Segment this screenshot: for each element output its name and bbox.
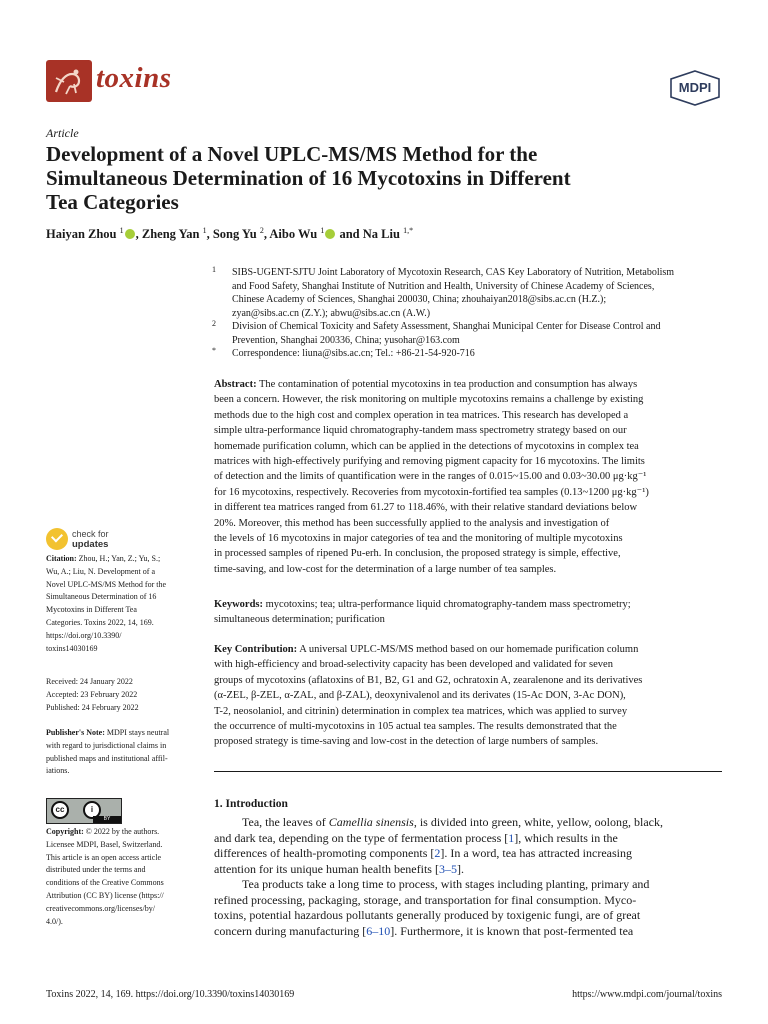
key-contribution-text: with high-efficiency and broad-selectivity capacity has been developed and validated for seven <box>214 659 613 671</box>
species-name: Camellia sinensis <box>328 815 414 829</box>
author-name: Song Yu <box>212 227 257 242</box>
citation-text: Simultaneous Determination of 16 <box>46 592 157 602</box>
intro-line: attention for its unique human health benefits [3–5]. <box>214 861 464 876</box>
affiliation-line: Division of Chemical Toxicity and Safety Assessment, Shanghai Municipal Center for Disease Control and <box>232 321 661 332</box>
keywords-label: Keywords: <box>214 599 263 610</box>
copyright-text: This article is an open access article <box>46 852 162 862</box>
citation-line <box>46 617 198 630</box>
publisher-name: MDPI <box>678 80 712 95</box>
intro-paragraph-2 <box>214 877 649 939</box>
dates <box>46 676 198 714</box>
abstract-line <box>214 562 649 577</box>
intro-paragraph-1 <box>214 815 663 877</box>
intro-line: differences of health-promoting components [2]. In a word, tea has attracted increasing <box>214 846 632 861</box>
check-line-1: check for <box>72 529 109 539</box>
abstract-line <box>214 377 649 392</box>
published-date: Published: 24 February 2022 <box>46 702 139 712</box>
abstract-line <box>214 500 649 515</box>
intro-line: toxins, potential hazardous pollutants generally produced by toxigenic fungi, are of great <box>214 908 641 923</box>
publisher-note-line <box>46 727 198 740</box>
citation-line <box>46 630 198 643</box>
title-line: Tea Categories <box>46 190 179 214</box>
citation-text: Novel UPLC-MS/MS Method for the <box>46 579 166 589</box>
publisher-note-text: MDPI stays neutral <box>106 728 170 737</box>
article-type: Article <box>46 126 79 140</box>
author-name: Na Liu <box>362 227 400 242</box>
intro-line: concern during manufacturing [6–10]. Furthermore, it is known that post-fermented tea <box>214 923 634 938</box>
reference-link[interactable]: 1 <box>508 830 515 845</box>
copyright-text: distributed under the terms and <box>46 865 146 875</box>
check-for-updates-label[interactable] <box>72 529 109 550</box>
cc-icon: cc <box>51 801 69 819</box>
abstract-line <box>214 392 649 407</box>
abstract-text: matrices with high-effectively purifying and removing pigment capacity for 16 mycotoxins. The limits <box>214 456 645 468</box>
abstract-line <box>214 469 649 484</box>
abstract-line <box>214 516 649 531</box>
key-contribution-text: groups of mycotoxins (aflatoxins of B1, B2, G1 and G2, ochratoxin A, zearalenone and its derivatives <box>214 674 643 686</box>
citation-text: Wu, A.; Liu, N. Development of a <box>46 566 155 576</box>
reference-link[interactable]: 3–5 <box>438 861 457 876</box>
intro-line: and dark tea, depending on the type of fermentation process [1], which results in the <box>214 830 618 845</box>
abstract-text: for 16 mycotoxins, respectively. Recoveries from mycotoxin-fortified tea samples (0.13~1200 μg·kg⁻¹) <box>214 486 649 498</box>
keywords-line <box>214 597 631 612</box>
affiliation-mark: 1 <box>212 265 216 274</box>
article-title <box>46 142 736 214</box>
citation-line <box>46 553 198 566</box>
citation-text: Mycotoxins in Different Tea <box>46 605 137 615</box>
keywords-line <box>214 612 631 627</box>
abstract-text: methods due to the high cost and complex operation in tea matrices. This research has developed a <box>214 409 629 421</box>
accepted-date: Accepted: 23 February 2022 <box>46 689 138 699</box>
key-contribution-line <box>214 688 642 703</box>
author-name: Haiyan Zhou <box>46 227 117 242</box>
copyright-line <box>46 839 198 852</box>
key-contribution-line <box>214 704 642 719</box>
abstract-text: 20%. Moreover, this method has been successfully applied to the analysis and investigation of <box>214 517 610 529</box>
citation-line <box>46 579 198 592</box>
publisher-note-text: iations. <box>46 766 70 776</box>
abstract-line <box>214 546 649 561</box>
key-contribution-line <box>214 642 642 657</box>
abstract-text: the levels of 16 mycotoxins in major categories of tea and the monitoring of multiple mycotoxins <box>214 533 623 545</box>
publisher-note-text: with regard to jurisdictional claims in <box>46 740 167 750</box>
key-contribution-label: Key Contribution: <box>214 644 298 655</box>
copyright-label: Copyright: <box>46 827 84 836</box>
citation-line <box>46 566 198 579</box>
abstract-line <box>214 454 649 469</box>
key-contribution-text: A universal UPLC-MS/MS method based on our homemade purification column <box>299 644 639 655</box>
by-label: BY <box>93 816 121 823</box>
copyright-line <box>46 890 198 903</box>
key-contribution-text: the occurrence of multi-mycotoxins in 105 actual tea samples. The results demonstrated that the <box>214 721 617 733</box>
section-divider <box>214 771 722 772</box>
key-contribution-line <box>214 734 642 749</box>
publisher-note-line <box>46 753 198 766</box>
title-line: Development of a Novel UPLC-MS/MS Method for the <box>46 142 538 166</box>
author-affiliation-mark: 1 <box>202 226 207 235</box>
publisher-note <box>46 727 198 778</box>
copyright-line <box>46 903 198 916</box>
copyright-line <box>46 852 198 865</box>
copyright-text: Attribution (CC BY) license (https:// <box>46 890 164 900</box>
citation-text: toxins14030169 <box>46 643 98 653</box>
key-contribution-line <box>214 657 642 672</box>
publisher-note-line <box>46 740 198 753</box>
key-contribution-text: T-2, neosolaniol, and citrinin) determination in complex tea matrices, which was applied to survey <box>214 705 628 717</box>
abstract-line <box>214 485 649 500</box>
attribution-icon: i <box>83 801 101 819</box>
citation-label: Citation: <box>46 554 77 563</box>
section-heading: 1. Introduction <box>214 798 288 810</box>
intro-line: refined processing, packaging, storage, and transportation for final consumption. Myco- <box>214 892 637 907</box>
orcid-icon[interactable] <box>325 229 335 239</box>
citation-text: https://doi.org/10.3390/ <box>46 630 122 640</box>
cc-by-license-badge[interactable] <box>46 798 122 824</box>
copyright-line <box>46 864 198 877</box>
author-name: Zheng Yan <box>141 227 200 242</box>
affiliation-mark: 2 <box>212 319 216 328</box>
abstract-text: of detection and the limits of quantification were in the ranges of 0.015~15.00 and 0.03~30.00 μg·kg⁻¹ <box>214 471 647 483</box>
publisher-note-line <box>46 765 198 778</box>
citation-text: Categories. Toxins 2022, 14, 169. <box>46 617 154 627</box>
abstract-text: homemade purification column, which can be applied in the detections of mycotoxins in complex tea <box>214 440 639 452</box>
publisher-note-label: Publisher's Note: <box>46 728 105 737</box>
affiliation-line: zyan@sibs.ac.cn (Z.Y.); abwu@sibs.ac.cn (A.W.) <box>232 307 431 319</box>
key-contribution <box>214 642 642 750</box>
author-list: Haiyan Zhou $^1$ , Zheng Yan $^1$, Song Yu $^2$, Aibo Wu $^1$ and Na Liu $^{1,*}$ <box>46 226 414 242</box>
publisher-note-text: published maps and institutional affil- <box>46 753 168 763</box>
citation <box>46 553 198 655</box>
copyright <box>46 826 198 928</box>
affiliation-line: and Food Safety, Shanghai Institute of Nutrition and Health, University of Chinese Academy of Sciences, <box>232 280 655 292</box>
abstract <box>214 377 649 577</box>
abstract-text: simple ultra-performance liquid chromatography-tandem mass spectrometry strategy based on our <box>214 425 627 437</box>
copyright-text: Licensee MDPI, Basel, Switzerland. <box>46 839 163 849</box>
footer-citation: Toxins 2022, 14, 169. https://doi.org/10.3390/toxins14030169 <box>46 989 295 1000</box>
key-contribution-text: (α-ZEL, β-ZEL, α-ZAL, and β-ZAL), deoxynivalenol and its derivates (15-Ac DON, 3-Ac DON), <box>214 690 626 702</box>
citation-line <box>46 591 198 604</box>
abstract-text: in different tea matrices ranged from 61.27 to 118.46%, with their relative standard deviations below <box>214 502 638 514</box>
title-line: Simultaneous Determination of 16 Mycotoxins in Different <box>46 166 571 190</box>
copyright-text: 4.0/). <box>46 916 63 926</box>
copyright-text: conditions of the Creative Commons <box>46 878 164 888</box>
reference-link[interactable]: 2 <box>434 846 441 861</box>
abstract-line <box>214 423 649 438</box>
intro-line: Tea products take a long time to process, with stages including planting, primary and <box>242 877 650 891</box>
citation-line <box>46 604 198 617</box>
abstract-text: The contamination of potential mycotoxins in tea production and consumption has always <box>259 379 638 390</box>
citation-text: Zhou, H.; Yan, Z.; Yu, S.; <box>78 554 161 563</box>
keywords <box>214 597 631 628</box>
footer-journal-link[interactable]: https://www.mdpi.com/journal/toxins <box>572 989 722 1000</box>
check-for-updates-icon[interactable] <box>46 528 68 550</box>
received-date: Received: 24 January 2022 <box>46 677 133 686</box>
mdpi-logo <box>667 70 723 106</box>
reference-link[interactable]: 6–10 <box>366 923 391 938</box>
author-name: Aibo Wu <box>269 227 318 242</box>
orcid-icon[interactable] <box>125 229 135 239</box>
keywords-text: simultaneous determination; purification <box>214 614 385 626</box>
affiliation-item <box>214 347 730 361</box>
copyright-text: © 2022 by the authors. <box>85 827 160 836</box>
affiliation-line: Chinese Academy of Sciences, Shanghai 200030, China; zhouhaiyan2018@sibs.ac.cn (H.Z.); <box>232 294 607 306</box>
affiliation-line: Correspondence: liuna@sibs.ac.cn; Tel.: +86-21-54-920-716 <box>232 348 475 359</box>
author-affiliation-mark: 2 <box>259 226 264 235</box>
key-contribution-line <box>214 719 642 734</box>
affiliation-item <box>214 320 730 347</box>
abstract-line <box>214 408 649 423</box>
abstract-label: Abstract: <box>214 379 257 390</box>
intro-line: Tea, the leaves of Camellia sinensis, is divided into green, white, yellow, oolong, black, <box>242 815 663 829</box>
author-affiliation-mark: 1,* <box>403 226 414 235</box>
affiliation-mark: * <box>212 346 216 355</box>
author-affiliation-mark: 1 <box>320 226 325 235</box>
copyright-line <box>46 916 198 929</box>
affiliation-line: SIBS-UGENT-SJTU Joint Laboratory of Mycotoxin Research, CAS Key Laboratory of Nutrition, Metabolism <box>232 267 675 278</box>
check-line-2: updates <box>72 539 109 550</box>
affiliation-item <box>214 266 730 320</box>
abstract-text: time-saving, and low-cost for the determination of a large number of tea samples. <box>214 563 557 575</box>
abstract-text: been a concern. However, the risk monitoring on multiple mycotoxins remains a challenge by existing <box>214 394 644 406</box>
journal-name: toxins <box>96 62 172 94</box>
abstract-line <box>214 531 649 546</box>
keywords-text: mycotoxins; tea; ultra-performance liquid chromatography-tandem mass spectrometry; <box>265 599 631 610</box>
copyright-line <box>46 826 198 839</box>
abstract-line <box>214 439 649 454</box>
key-contribution-text: proposed strategy is time-saving and low-cost in the detection of large numbers of samples. <box>214 736 599 748</box>
abstract-text: in processed samples of ripened Pu-erh. In conclusion, the proposed strategy is simple, effective, <box>214 548 621 560</box>
journal-logo <box>46 60 92 102</box>
key-contribution-line <box>214 673 642 688</box>
copyright-line <box>46 877 198 890</box>
affiliation-line: Prevention, Shanghai 200336, China; yusohar@163.com <box>232 334 460 346</box>
copyright-text: creativecommons.org/licenses/by/ <box>46 903 155 913</box>
author-affiliation-mark: 1 <box>119 226 124 235</box>
citation-line <box>46 643 198 656</box>
